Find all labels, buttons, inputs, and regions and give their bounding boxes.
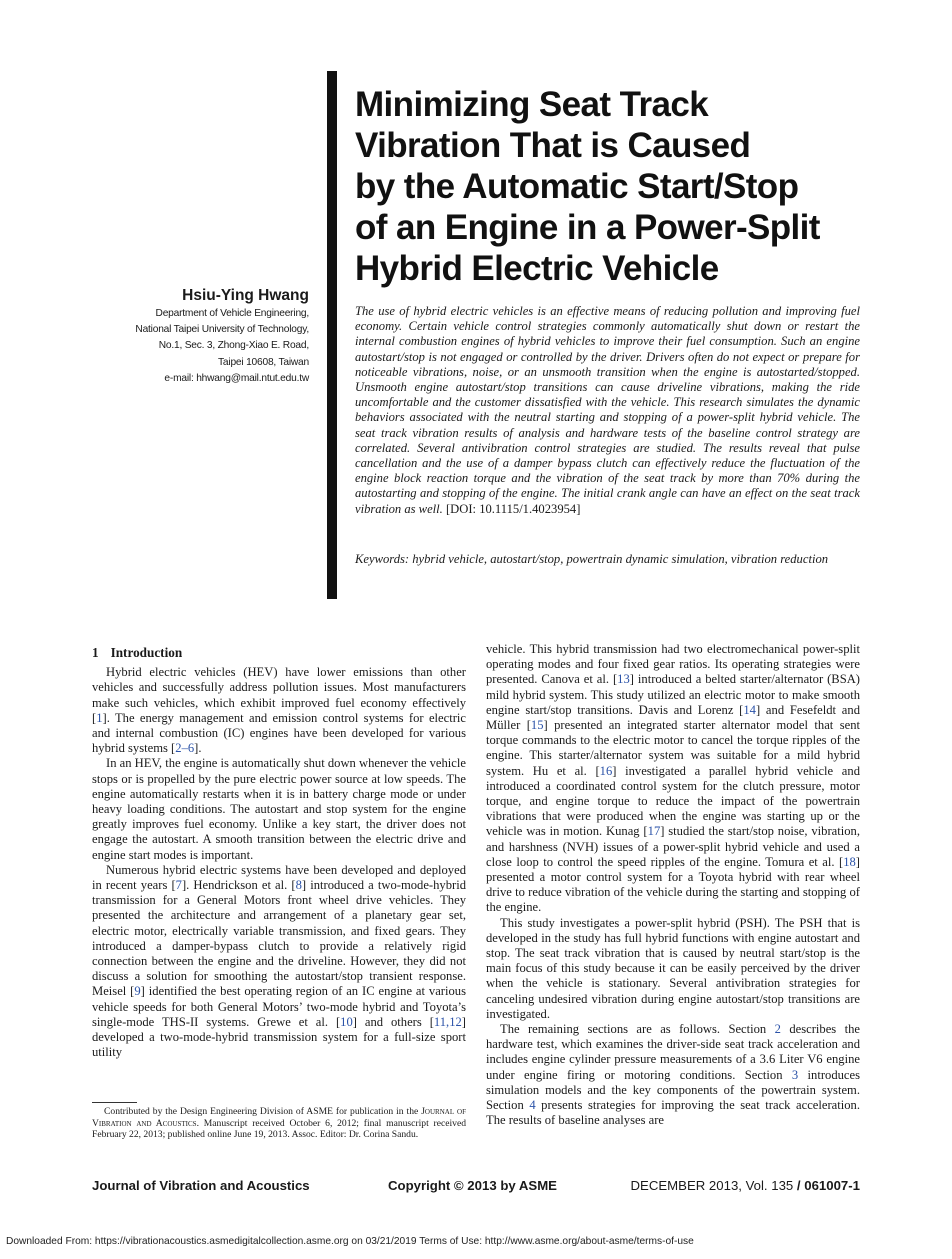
title-line: of an Engine in a Power-Split [355, 208, 820, 247]
author-affiliation [49, 306, 309, 387]
author-block [49, 286, 309, 387]
article-title [355, 84, 855, 289]
citation-link[interactable]: 13 [617, 672, 630, 687]
citation-link[interactable]: 1 [96, 710, 103, 725]
title-line: Hybrid Electric Vehicle [355, 249, 719, 288]
footer-page-id: 061007-1 [804, 1178, 860, 1193]
citation-link[interactable]: 18 [843, 854, 856, 869]
text-run: ]. The energy management and emission control systems for electric and internal combustion (IC) engines have been developed for various hybrid systems [ [92, 710, 466, 756]
paragraph [486, 642, 860, 916]
section-number: 1 [92, 645, 99, 660]
citation-link[interactable]: 9 [134, 984, 141, 999]
text-run: ] introduced a belted starter/alternator (BSA) mild hybrid system. This study utilized an electric motor to make smooth engine start/stop transitions. Davis and Lorenz [ [486, 672, 860, 717]
paragraph [92, 863, 466, 1061]
text-run: Hybrid electric vehicles (HEV) have lower emissions than other vehicles and successfully address pollution issues. Most manufacturers make such vehicles, which exhibit improved fuel economy effectively [ [92, 665, 466, 725]
citation-link[interactable]: 2–6 [175, 741, 195, 756]
footnote [92, 1106, 466, 1141]
citation-link[interactable]: 7 [175, 878, 182, 893]
section-link[interactable]: 3 [791, 1067, 799, 1082]
affiliation-line: Taipei 10608, Taiwan [218, 356, 309, 368]
title-line: Minimizing Seat Track [355, 85, 709, 124]
paragraph: In an HEV, the engine is automatically shut down whenever the vehicle stops or is propelled by the pure electric power source at low speeds. The engine automatically restarts when it is in battery charge mode or under heavy loading conditions. The autostart and stop system for the engine greatly improves fuel economy. Unlike a key start, the driver does not engage the autostart. A smooth transition between the electric drive and engine start modes is important. [92, 756, 466, 862]
section-link[interactable]: 4 [529, 1098, 536, 1113]
section-heading [92, 645, 466, 660]
citation-link[interactable]: 16 [599, 763, 613, 778]
text-run: ] and Fesefeldt and Müller [ [486, 702, 860, 733]
footnote-rule [92, 1102, 137, 1103]
text-run: describes the hardware test, which examines the driver-side seat track acceleration and includes engine cylinder pressure measurements of a 3.6 Liter V6 engine under engine firing or motoring conditions. Section [486, 1022, 860, 1082]
title-line: by the Automatic Start/Stop [355, 167, 799, 206]
journal-name-smallcaps: Journal of Vibration and Acoustics [92, 1106, 466, 1129]
text-run: ] identified the best operating region of an IC engine at various vehicle speeds for both General Motors’ two-mode hybrid and Toyota’s single-mode THS-II systems. Grewe et al. [ [92, 984, 466, 1029]
text-run: ] developed a two-mode-hybrid transmission system for a full-size sport utility [92, 1014, 466, 1060]
text-run: Contributed by the Design Engineering Division of ASME for publication in the [104, 1106, 422, 1117]
text-run: Numerous hybrid electric systems have been developed and deployed in recent years [ [92, 862, 466, 893]
left-column [92, 645, 466, 1060]
citation-link[interactable]: 14 [743, 702, 756, 717]
citation-link[interactable]: 10 [340, 1014, 353, 1029]
author-name: Hsiu-Ying Hwang [182, 287, 309, 304]
text-run: The remaining sections are as follows. Section [500, 1022, 775, 1037]
text-run: ] studied the start/stop noise, vibration, and harshness (NVH) issues of a power-split hybrid vehicle and used a close loop to control the speed ripples of the engine. Tomura et al. [ [486, 824, 860, 869]
text-run: ] and others [ [352, 1014, 434, 1029]
page-footer [92, 1178, 860, 1196]
citation-link[interactable]: 8 [295, 878, 302, 893]
text-run: ] investigated a parallel hybrid vehicle and introduced a coordinated control system for the clutch pressure, motor torque, and engine torque to reduce the impact of the powertrain vibrations that were produced when the engine was starting up or the vehicle was in motion. Kunag [ [486, 763, 860, 839]
text-run: ]. Hendrickson et al. [ [181, 878, 296, 893]
title-accent-bar [327, 71, 337, 599]
title-line: Vibration That is Caused [355, 126, 751, 165]
paragraph [92, 665, 466, 756]
abstract-doi: [DOI: 10.1115/1.4023954] [445, 501, 581, 516]
text-run: ] introduced a two-mode-hybrid transmission for a General Motors front wheel drive vehicles. They presented the architecture and arrangement of a planetary gear set, electric motor, electrically variable transmission, and fixed gears. They introduced a damper-bypass clutch to provide a relatively rigid connection between the engine and the driveline. However, they did not discuss a solution for smoothing the autostart/stop transient response. Meisel [ [92, 878, 467, 999]
footer-separator: / [793, 1178, 805, 1193]
text-run: ] presented an integrated starter alternator model that sent torque commands to the electric motor to cancel the torque ripples of the engine. This starter/alternator system was suitable for a mild hybrid system. Hu et al. [ [486, 718, 860, 778]
text-run: . Manuscript received October 6, 2012; final manuscript received February 22, 2013; published online June 19, 2013. Assoc. Editor: Dr. Corina Sandu. [92, 1117, 466, 1141]
citation-link[interactable]: 11,12 [433, 1014, 462, 1029]
affiliation-line: Department of Vehicle Engineering, [155, 308, 309, 319]
footer-issue [631, 1178, 860, 1193]
paragraph: This study investigates a power-split hybrid (PSH). The PSH that is developed in the study has full hybrid functions with engine autostart and stop. The seat track vibration that is caused by neutral start/stop is the main focus of this study because it can be easily perceived by the driver when the vehicle is stationary. Several antivibration strategies for canceling undesired vibration during engine autostart/stop transitions are investigated. [486, 915, 860, 1021]
footer-copyright: Copyright © 2013 by ASME [388, 1178, 557, 1193]
footer-issue-text: DECEMBER 2013, Vol. 135 [630, 1178, 794, 1193]
section-title: Introduction [110, 645, 183, 660]
abstract [355, 304, 860, 517]
text-run: vehicle. This hybrid transmission had two electromechanical power-split operating modes and four fixed gear ratios. Its operating strategies were presented. Canova et al. [ [486, 642, 860, 687]
text-run: presents strategies for improving the seat track acceleration. The results of baseline analyses are [486, 1098, 860, 1128]
text-run: ] presented a motor control system for a Toyota hybrid with rear wheel drive to reduce vibration of the vehicle during the starting and stopping of the engine. [486, 854, 860, 915]
paragraph [486, 1022, 860, 1128]
affiliation-line: National Taipei University of Technology, [135, 324, 309, 336]
text-run: ]. [194, 741, 202, 756]
right-column [486, 642, 860, 1129]
author-email: e-mail: hhwang@mail.ntut.edu.tw [164, 372, 309, 384]
footer-journal: Journal of Vibration and Acoustics [92, 1178, 310, 1193]
citation-link[interactable]: 15 [530, 718, 544, 733]
download-notice: Downloaded From: https://vibrationacoustics.asmedigitalcollection.asme.org on 03/21/2019 Terms of Use: http://www.asme.org/about-asme/terms-of-use [6, 1236, 694, 1247]
text-run: introduces simulation models and the key components of the powertrain system. Section [486, 1067, 861, 1113]
keywords: Keywords: hybrid vehicle, autostart/stop, powertrain dynamic simulation, vibration reduction [355, 552, 829, 566]
affiliation-line: No.1, Sec. 3, Zhong-Xiao E. Road, [158, 340, 309, 352]
abstract-text: The use of hybrid electric vehicles is an effective means of reducing pollution and improving fuel economy. Certain vehicle control strategies commonly automatically shut down or restart the internal combustion engines of hybrid vehicles to improve their fuel consumption. Such an engine autostart/stop is not engaged or controlled by the driver. Drivers often do not expect or prepare for noticeable vibrations, noise, or an unsmooth transition when the engine is autostarted/stopped. Unsmooth engine autostart/stop transitions can cause driveline vibrations, making the ride uncomfortable and the customer dissatisfied with the vehicle. This research simulates the dynamic behaviors associated with the neutral starting and stopping of a power-split hybrid vehicle. The seat track vibration results of analysis and hardware tests of the baseline control strategy are correlated. Several antivibration control strategies are studied. The results reveal that pulse cancellation and the use of a damper bypass clutch can effectively reduce the fluctuation of the engine block reaction torque and the vibration of the seat track by more than 70% during the autostarting and stopping of the engine. The initial crank angle can have an effect on the seat track vibration as well. [355, 304, 860, 516]
citation-link[interactable]: 17 [647, 824, 661, 839]
section-link[interactable]: 2 [774, 1022, 781, 1037]
